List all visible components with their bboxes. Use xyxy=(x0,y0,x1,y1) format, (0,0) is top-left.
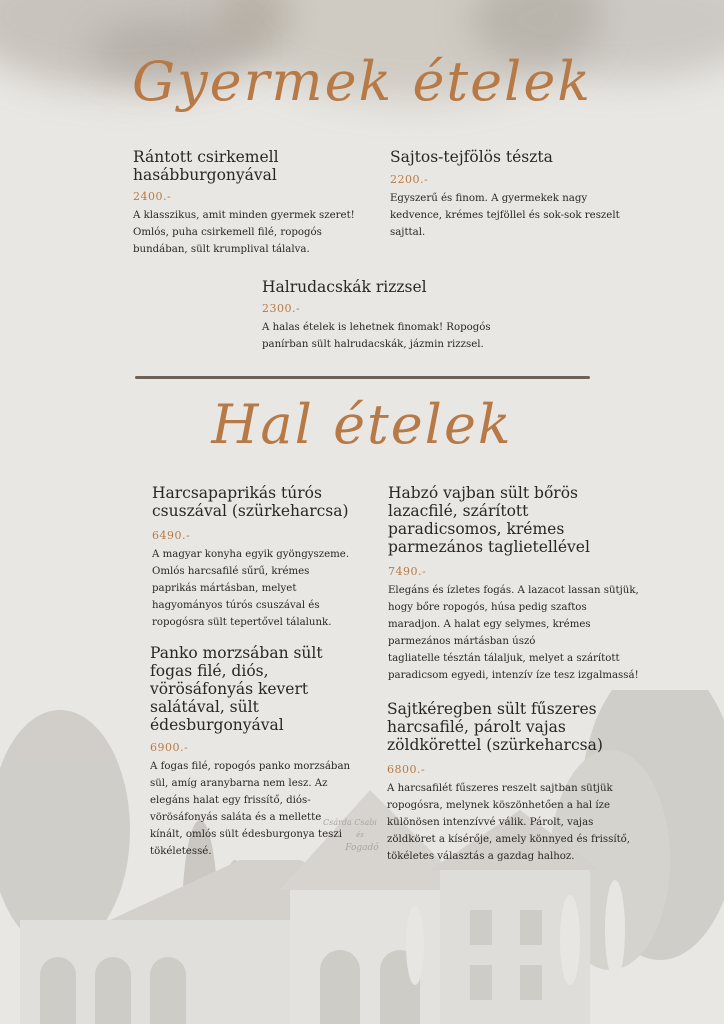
menu-item-name: Halrudacskák rizzsel xyxy=(262,278,427,296)
menu-item-name: Habzó vajban sült bőrös lazacfilé, szárított paradicsomos, krémes parmezános taglietellével xyxy=(388,484,590,556)
menu-item xyxy=(388,484,688,684)
menu-item-description: A fogas filé, ropogós panko morzsában sül, amíg aranybarna nem lesz. Az elegáns halat egy frissítő, diós- vörösáfonyás saláta és a mellette kínált, omlós sült édesburgonya teszi tökéletessé. xyxy=(150,761,351,857)
menu-item-description: A harcsafilét fűszeres reszelt sajtban sütjük ropogósra, melynek köszönhetően a hal íze különösen intenzívvé válik. Párolt, vajas zöldköret a kísérője, amely könnyed és frissítő, tökéletes választás a gazdag halhoz. xyxy=(387,783,631,862)
menu-item-name: Sajtos-tejfölös tészta xyxy=(390,148,553,166)
menu-item-price: 7490.- xyxy=(388,565,427,578)
menu-item-description: Egyszerű és finom. A gyermekek nagy kedvence, krémes tejföllel és sok-sok reszelt sajttal. xyxy=(390,193,620,238)
menu-item-price: 6490.- xyxy=(152,529,191,542)
menu-item-price: 2300.- xyxy=(262,302,301,315)
menu-item xyxy=(262,278,542,353)
menu-item-price: 2200.- xyxy=(390,173,429,186)
menu-item-description: A magyar konyha egyik gyöngyszeme. Omlós harcsafilé sűrű, krémes paprikás mártásban, melyet hagyományos túrós csuszával és ropogósra sült tepertővel tálalunk. xyxy=(152,549,350,628)
building-sign-line: Fogadó xyxy=(345,843,379,853)
building-sign-line: és xyxy=(356,831,364,839)
menu-item xyxy=(387,700,687,865)
menu-item xyxy=(390,148,660,241)
menu-item xyxy=(150,644,380,860)
menu-item-name: Rántott csirkemell hasábburgonyával xyxy=(133,148,279,184)
menu-item-name: Sajtkéregben sült fűszeres harcsafilé, párolt vajas zöldkörettel (szürkeharcsa) xyxy=(387,700,603,754)
menu-item-price: 6800.- xyxy=(387,763,426,776)
building-sign-line: Csárda Csabi xyxy=(323,818,377,827)
menu-item-price: 6900.- xyxy=(150,741,189,754)
menu-item-description: A halas ételek is lehetnek finomak! Ropogós panírban sült halrudacskák, jázmin rizzsel. xyxy=(262,322,491,350)
menu-item-price: 2400.- xyxy=(133,190,172,203)
menu-item-description: Elegáns és ízletes fogás. A lazacot lassan sütjük, hogy bőre ropogós, húsa pedig szaftos maradjon. A halat egy selymes, krémes parmezános mártásban úszó tagliatelle tésztán tálaljuk, melyet a szárított paradicsom egyedi, intenzív íze tesz izgalmassá! xyxy=(388,585,639,681)
menu-item xyxy=(133,148,383,258)
fish-section-title: Hal ételek xyxy=(211,393,513,456)
menu-item-name: Panko morzsában sült fogas filé, diós, vörösáfonyás kevert salátával, sült édesburgonyával xyxy=(150,644,323,734)
kids-section-title: Gyermek ételek xyxy=(131,50,593,113)
menu-item-description: A klasszikus, amit minden gyermek szeret! Omlós, puha csirkemell filé, ropogós bundában, sült krumplival tálalva. xyxy=(133,210,355,255)
menu-item xyxy=(152,484,382,631)
menu-item-name: Harcsapaprikás túrós csuszával (szürkeharcsa) xyxy=(152,484,349,520)
section-divider xyxy=(135,376,590,379)
